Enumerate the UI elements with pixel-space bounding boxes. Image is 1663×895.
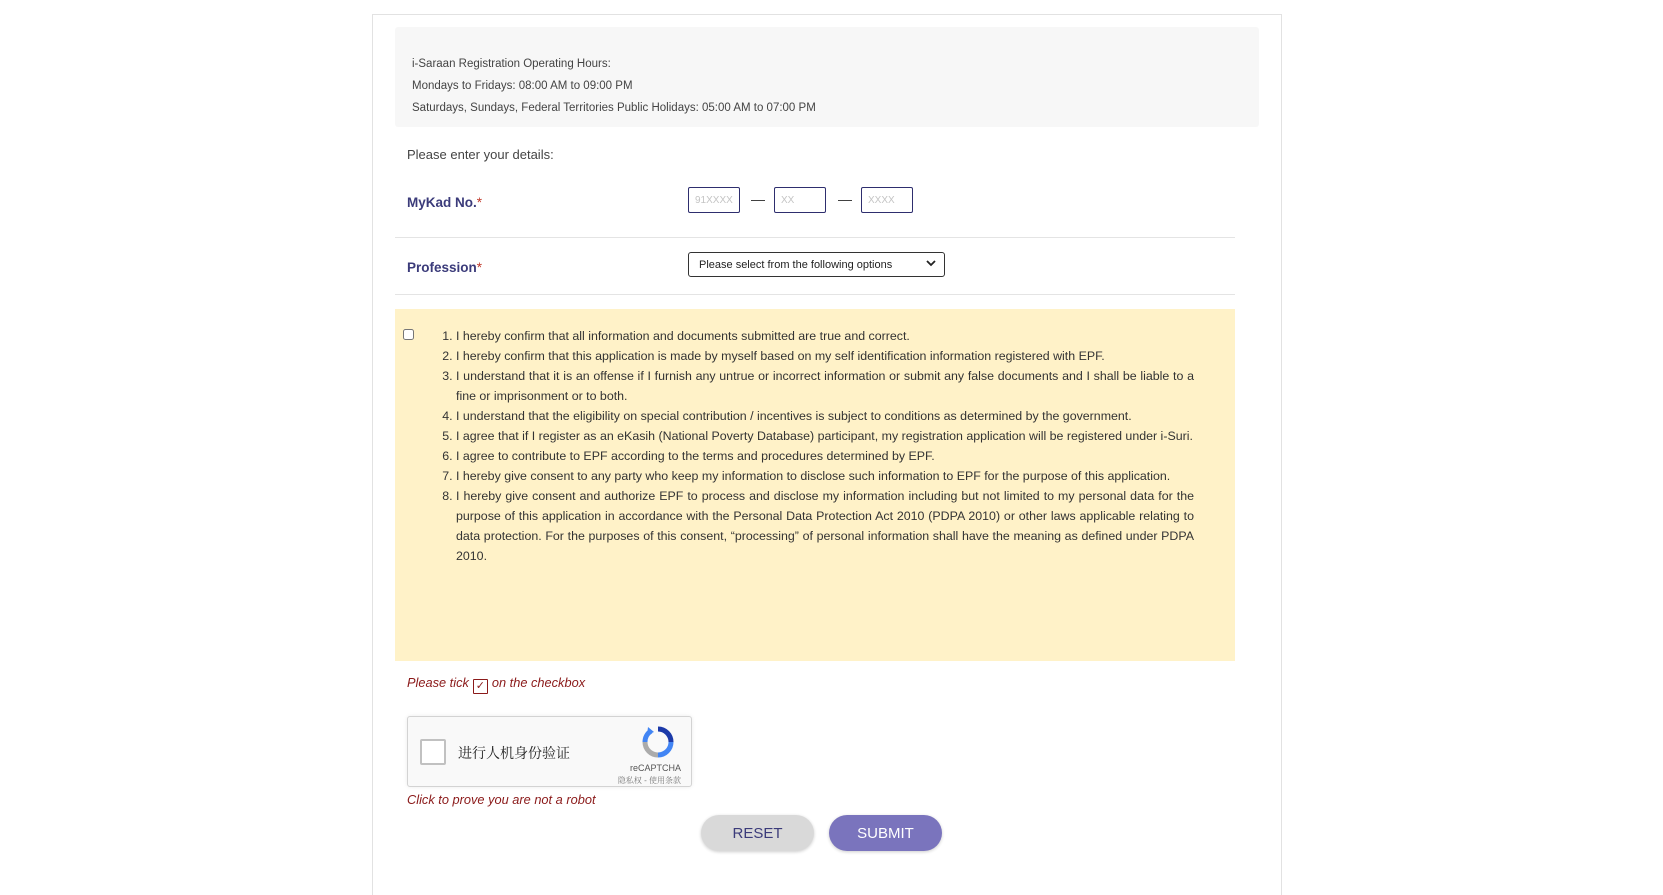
declaration-item: 3. I understand that it is an offense if I furnish any untrue or incorrect information or submit any false documents and I shall be liable to a fine or imprisonment or to both. <box>456 366 1194 406</box>
tick-hint-before: Please tick <box>407 675 469 690</box>
declaration-panel <box>395 309 1235 661</box>
profession-selected-value: Please select from the following options <box>699 259 893 271</box>
mykad-label <box>407 195 482 210</box>
operating-hours-weekends: Saturdays, Sundays, Federal Territories Public Holidays: 05:00 AM to 07:00 PM <box>412 102 816 114</box>
recaptcha-privacy-terms-link[interactable]: 隐私权 - 使用条款 <box>617 776 681 785</box>
operating-hours-title: i-Saraan Registration Operating Hours: <box>412 58 611 70</box>
tick-checkbox-hint <box>407 675 585 694</box>
declaration-item: 1. I hereby confirm that all information and documents submitted are true and correct. <box>456 326 1194 346</box>
declaration-checkbox[interactable] <box>403 329 414 340</box>
declaration-item: 2. I hereby confirm that this application is made by myself based on my self identification information registered with EPF. <box>456 346 1194 366</box>
recaptcha-label: 进行人机身份验证 <box>458 745 570 761</box>
recaptcha-widget <box>407 716 692 787</box>
declaration-list <box>431 326 1194 566</box>
mykad-dash-1: — <box>751 191 765 207</box>
profession-label <box>407 260 482 275</box>
mykad-label-text: MyKad No. <box>407 195 477 210</box>
registration-form-card <box>372 14 1282 895</box>
declaration-item: 5. I agree that if I register as an eKasih (National Poverty Database) participant, my registration application will be registered under i-Suri. <box>456 426 1194 446</box>
operating-hours-panel <box>395 27 1259 127</box>
recaptcha-logo-icon <box>641 725 675 759</box>
required-mark: * <box>476 195 483 210</box>
divider <box>395 237 1235 238</box>
declaration-item: 4. I understand that the eligibility on special contribution / incentives is subject to conditions as determined by the government. <box>456 406 1194 426</box>
recaptcha-brand: reCAPTCHA <box>629 763 681 773</box>
checkbox-checked-icon: ✓ <box>473 679 488 694</box>
divider <box>395 294 1235 295</box>
submit-button[interactable]: SUBMIT <box>829 815 942 851</box>
chevron-down-icon <box>925 256 937 273</box>
profession-label-text: Profession <box>407 260 477 275</box>
mykad-dash-2: — <box>838 191 852 207</box>
required-mark: * <box>476 260 483 275</box>
declaration-item: 8. I hereby give consent and authorize EPF to process and disclose my information including but not limited to my personal data for the purpose of this application in accordance with the Personal Data Protection Act 2010 (PDPA 2010) or other laws applicable relating to data protection. For the purposes of this consent, “processing” of personal information shall have the meaning as defined under PDPA 2010. <box>456 486 1194 566</box>
declaration-item: 7. I hereby give consent to any party who keep my information to disclose such information to EPF for the purpose of this application. <box>456 466 1194 486</box>
mykad-part-1-input[interactable] <box>688 187 740 213</box>
mykad-part-3-input[interactable] <box>861 187 913 213</box>
declaration-item: 6. I agree to contribute to EPF according to the terms and procedures determined by EPF. <box>456 446 1194 466</box>
tick-hint-after: on the checkbox <box>491 675 586 690</box>
form-intro: Please enter your details: <box>407 147 554 162</box>
robot-hint: Click to prove you are not a robot <box>407 792 596 807</box>
mykad-part-2-input[interactable] <box>774 187 826 213</box>
recaptcha-checkbox[interactable] <box>420 739 446 765</box>
reset-button[interactable]: RESET <box>701 815 814 851</box>
profession-select[interactable] <box>688 252 945 277</box>
operating-hours-weekdays: Mondays to Fridays: 08:00 AM to 09:00 PM <box>412 80 633 92</box>
